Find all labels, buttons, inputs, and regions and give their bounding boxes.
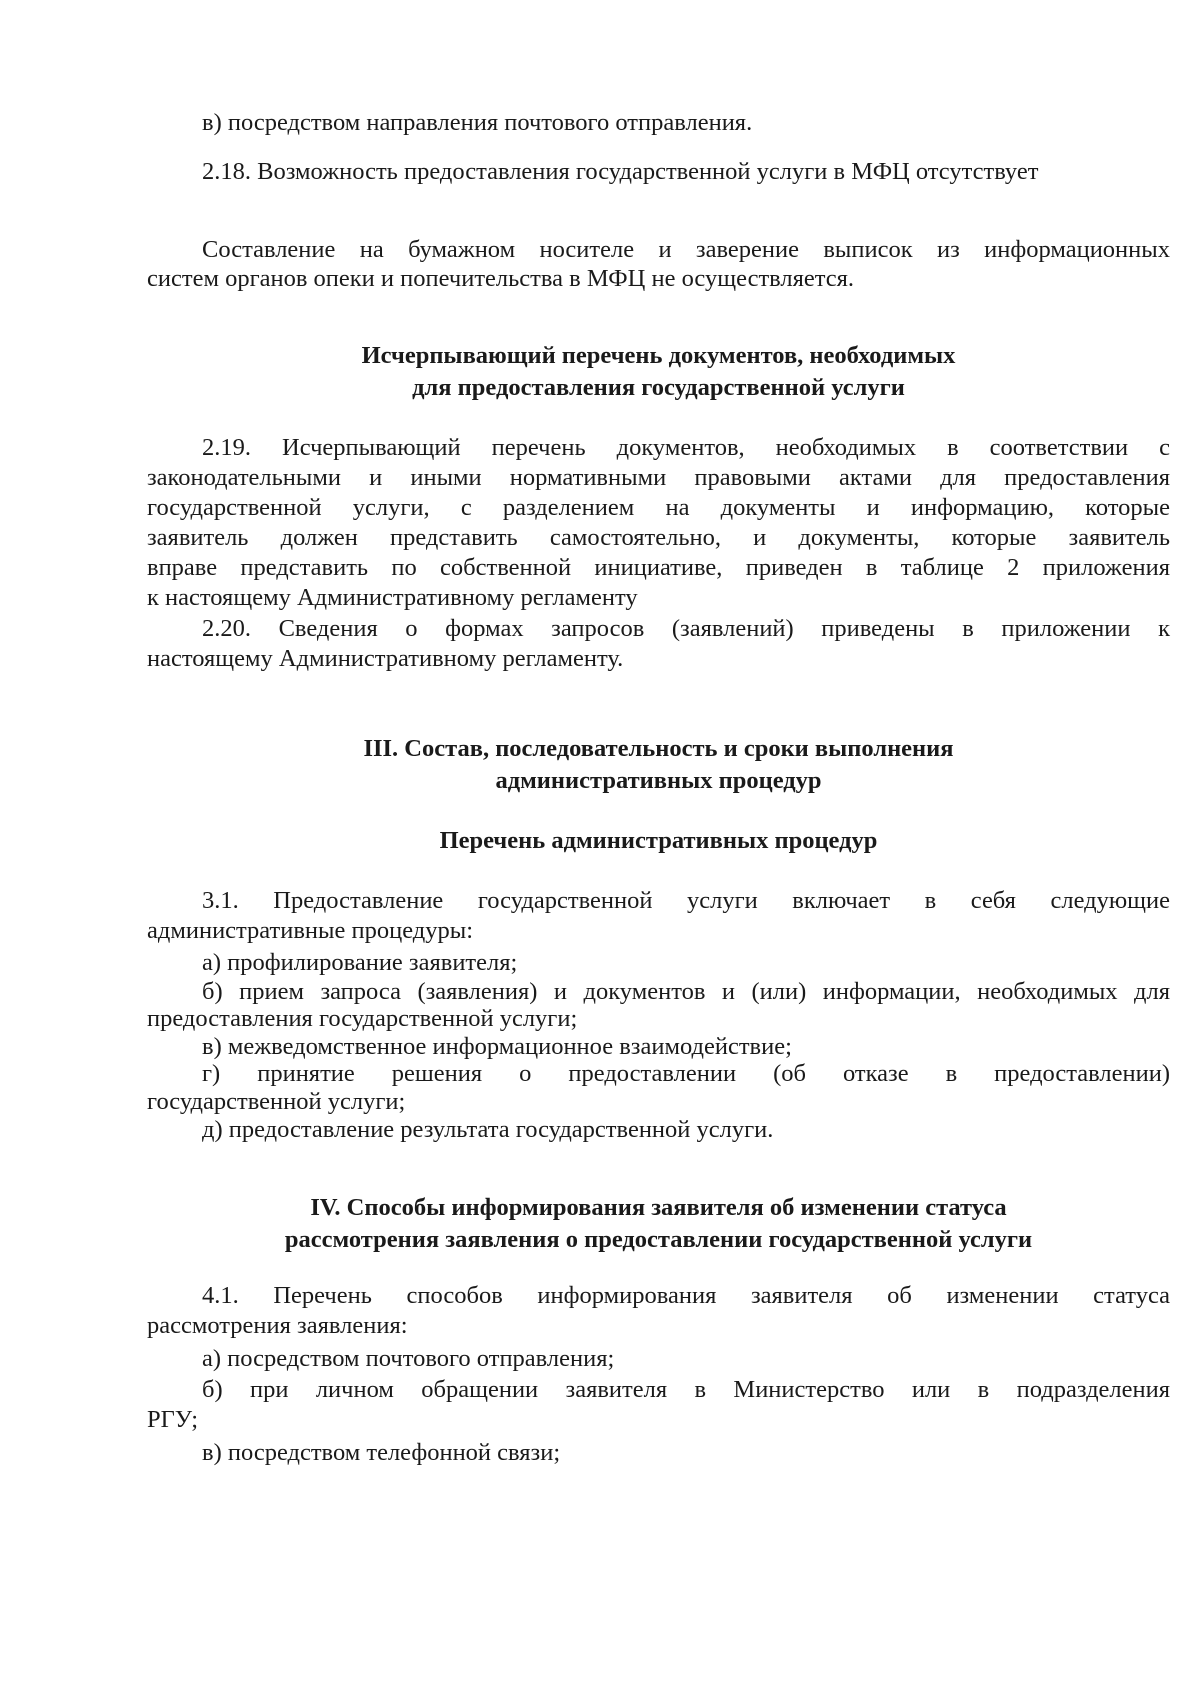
paragraph-3-1-line-2: административные процедуры:	[147, 917, 474, 944]
paragraph-2-19-line-1: 2.19. Исчерпывающий перечень документов, необходимых в соответствии с	[202, 434, 1170, 461]
list-item-3-1-b-line-1: б) прием запроса (заявления) и документов и (или) информации, необходимых для	[202, 978, 1170, 1005]
heading-section-iv-line-1: IV. Способы информирования заявителя об изменении статуса	[310, 1194, 1007, 1221]
paragraph-3-1-line-1: 3.1. Предоставление государственной услуги включает в себя следующие	[202, 887, 1170, 914]
paragraph-2-18: 2.18. Возможность предоставления государственной услуги в МФЦ отсутствует	[202, 158, 1039, 185]
list-item-4-1-a: а) посредством почтового отправления;	[202, 1345, 615, 1372]
list-item-4-1-b-line-2: РГУ;	[147, 1406, 199, 1433]
heading-section-iv-line-2: рассмотрения заявления о предоставлении государственной услуги	[284, 1226, 1033, 1253]
list-item-3-1-g-line-2: государственной услуги;	[147, 1088, 406, 1115]
heading-section-iii-line-1: III. Состав, последовательность и сроки выполнения	[363, 735, 954, 762]
list-item-3-1-g-line-1: г) принятие решения о предоставлении (об отказе в предоставлении)	[202, 1060, 1170, 1087]
list-item-4-1-v: в) посредством телефонной связи;	[202, 1439, 561, 1466]
paragraph-compose-line-2: систем органов опеки и попечительства в МФЦ не осуществляется.	[147, 265, 855, 292]
paragraph-2-20-line-1: 2.20. Сведения о формах запросов (заявлений) приведены в приложении к	[202, 615, 1170, 642]
list-item-3-1-b-line-2: предоставления государственной услуги;	[147, 1005, 578, 1032]
paragraph-2-19-line-6: к настоящему Административному регламенту	[147, 584, 638, 611]
list-item-3-1-a: а) профилирование заявителя;	[202, 949, 518, 976]
paragraph-2-19-line-3: государственной услуги, с разделением на документы и информацию, которые	[147, 494, 1170, 521]
list-item-4-1-b-line-1: б) при личном обращении заявителя в Министерство или в подразделения	[202, 1376, 1170, 1403]
paragraph-compose-line-1: Составление на бумажном носителе и заверение выписок из информационных	[202, 236, 1170, 263]
paragraph-2-19-line-5: вправе представить по собственной инициативе, приведен в таблице 2 приложения	[147, 554, 1170, 581]
heading-section-iii	[147, 733, 1170, 797]
heading-procedures-list: Перечень административных процедур	[439, 827, 878, 854]
list-item-3-1-d: д) предоставление результата государственной услуги.	[202, 1116, 774, 1143]
heading-section-iv	[147, 1192, 1170, 1256]
paragraph-2-20-line-2: настоящему Административному регламенту.	[147, 645, 624, 672]
heading-documents-line-2: для предоставления государственной услуги	[412, 374, 905, 401]
paragraph-mail-v: в) посредством направления почтового отправления.	[202, 109, 753, 136]
paragraph-2-19-line-4: заявитель должен представить самостоятельно, и документы, которые заявитель	[147, 524, 1170, 551]
heading-documents	[147, 340, 1170, 404]
heading-documents-line-1: Исчерпывающий перечень документов, необходимых	[361, 342, 956, 369]
paragraph-2-19-line-2: законодательными и иными нормативными правовыми актами для предоставления	[147, 464, 1170, 491]
list-item-3-1-v: в) межведомственное информационное взаимодействие;	[202, 1033, 792, 1060]
heading-section-iii-line-2: административных процедур	[495, 767, 822, 794]
paragraph-4-1-line-2: рассмотрения заявления:	[147, 1312, 408, 1339]
paragraph-4-1-line-1: 4.1. Перечень способов информирования заявителя об изменении статуса	[202, 1282, 1170, 1309]
